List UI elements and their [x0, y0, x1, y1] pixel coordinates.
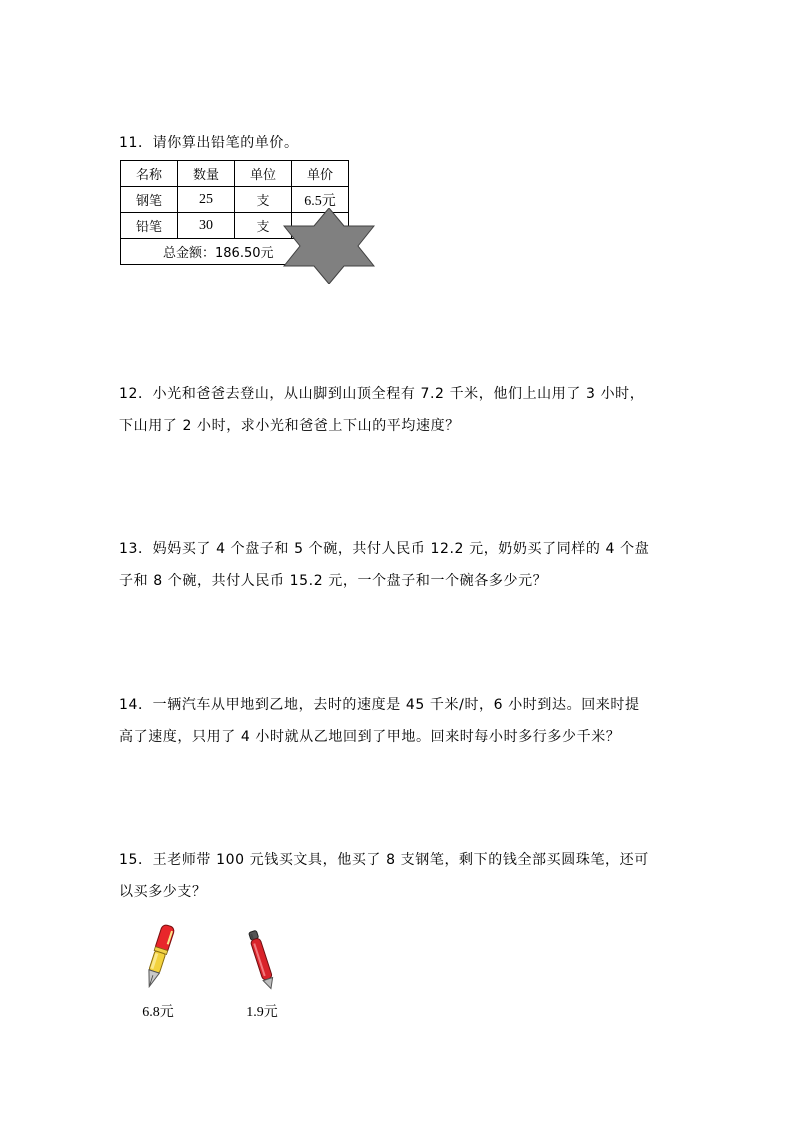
- table-cell: 30: [178, 213, 235, 239]
- question-11-title: 11．请你算出铅笔的单价。: [119, 135, 299, 151]
- ballpoint-pen-item: [234, 928, 290, 1021]
- fountain-pen-price: 6.8元: [142, 1005, 174, 1020]
- question-14-line-2: 高了速度，只用了 4 小时就从乙地回到了甲地。回来时每小时多行多少千米？: [119, 729, 621, 745]
- fountain-pen-item: [130, 922, 186, 1021]
- table-header-row: [121, 161, 349, 187]
- table-cell: 铅笔: [121, 213, 178, 239]
- table-total: 总金额：186.50元: [121, 239, 349, 265]
- ballpoint-pen-icon: [242, 928, 282, 994]
- table-header-unit: 单位: [235, 161, 292, 187]
- question-15-line-2: 以买多少支？: [119, 884, 207, 900]
- question-12: [119, 378, 679, 442]
- question-12-line-1: 12．小光和爸爸去登山，从山脚到山顶全程有 7.2 千米，他们上山用了 3 小时，: [119, 386, 645, 402]
- table-cell: 钢笔: [121, 187, 178, 213]
- ballpoint-pen-price: 1.9元: [246, 1005, 278, 1020]
- table-cell: 支: [235, 213, 292, 239]
- table-cell: 25: [178, 187, 235, 213]
- fountain-pen-icon: [138, 922, 178, 994]
- question-15-line-1: 15．王老师带 100 元钱买文具，他买了 8 支钢笔，剩下的钱全部买圆珠笔，还可: [119, 852, 649, 868]
- question-15: [119, 844, 679, 908]
- star-shape: [284, 208, 374, 284]
- table-cell: 6.5元: [292, 187, 349, 213]
- question-13-line-2: 子和 8 个碗，共付人民币 15.2 元，一个盘子和一个碗各多少元？: [119, 573, 548, 589]
- table-header-name: 名称: [121, 161, 178, 187]
- table-header-unit-price: 单价: [292, 161, 349, 187]
- question-13: [119, 533, 679, 597]
- question-11: [119, 129, 299, 157]
- question-14: [119, 689, 679, 753]
- table-cell: 支: [235, 187, 292, 213]
- question-13-line-1: 13．妈妈买了 4 个盘子和 5 个碗，共付人民币 12.2 元，奶奶买了同样的 4 个盘: [119, 541, 650, 557]
- question-12-line-2: 下山用了 2 小时，求小光和爸爸上下山的平均速度？: [119, 418, 460, 434]
- star-shape-icon: [283, 208, 375, 284]
- question-14-line-1: 14．一辆汽车从甲地到乙地，去时的速度是 45 千米/时，6 小时到达。回来时提: [119, 697, 640, 713]
- table-header-quantity: 数量: [178, 161, 235, 187]
